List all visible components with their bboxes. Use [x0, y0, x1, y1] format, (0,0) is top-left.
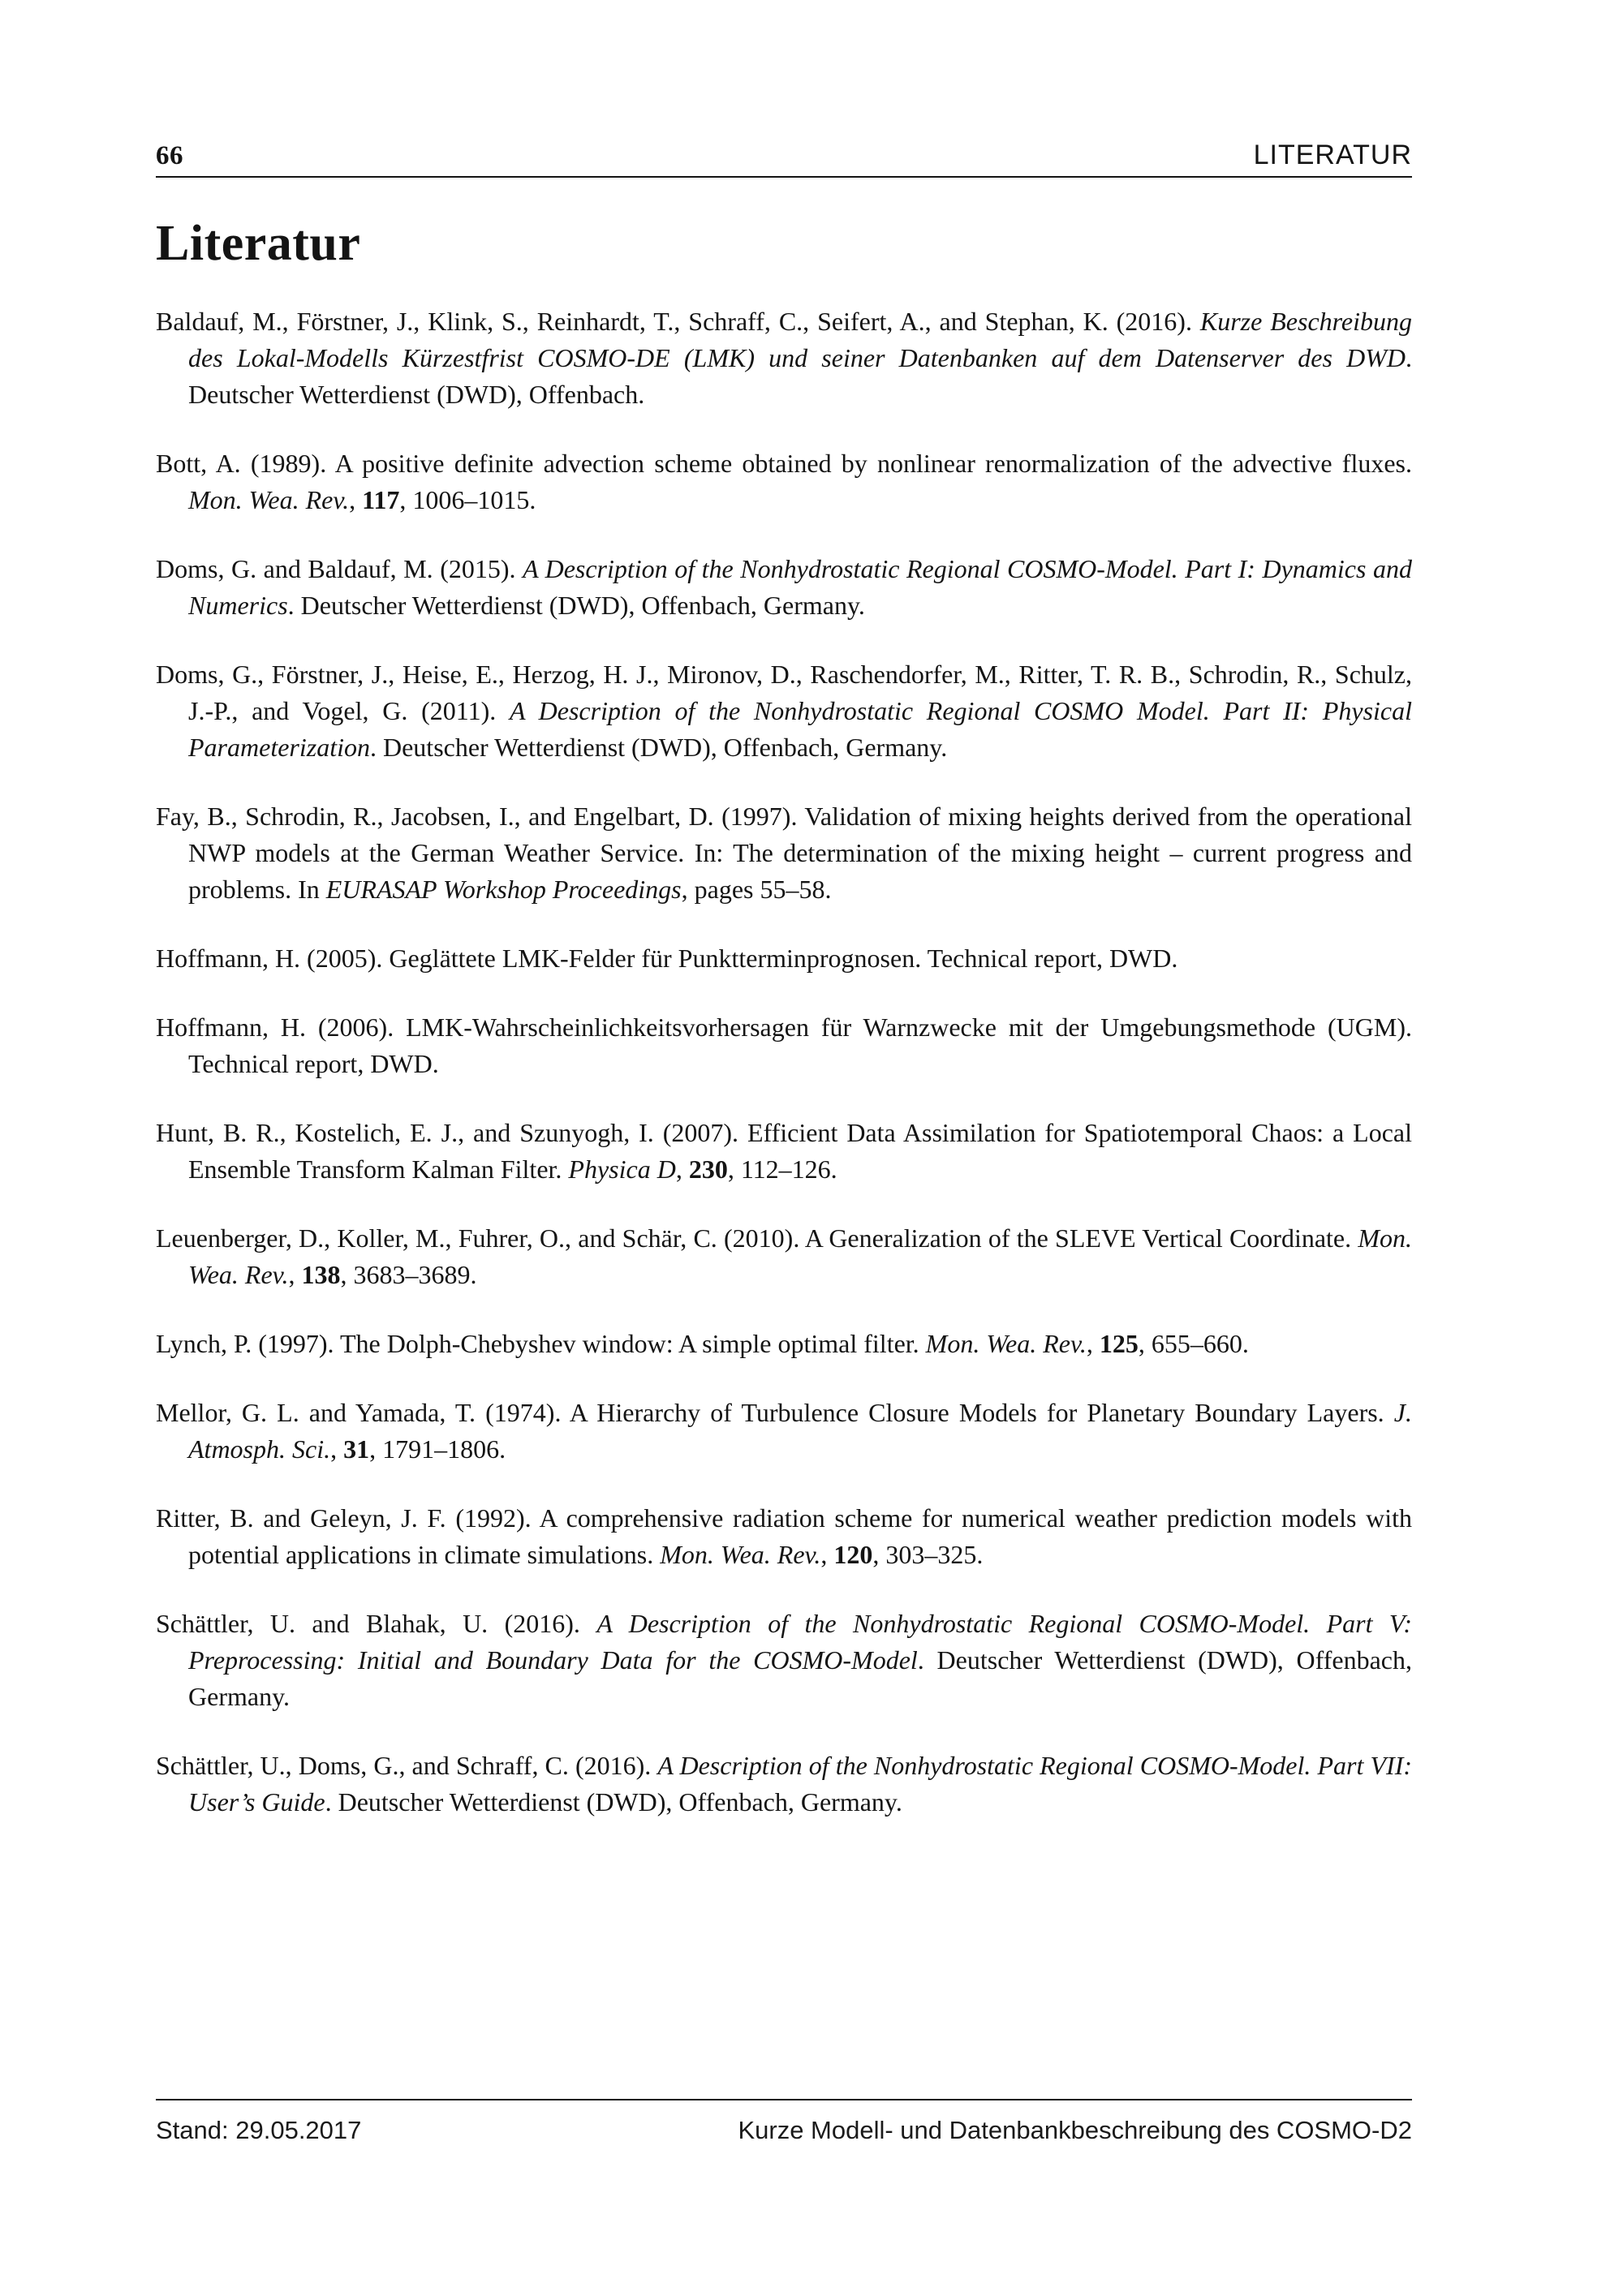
reference-text-segment: A Description of the Nonhydrostatic Regional COSMO-Model. Part I: Dynamics and Numerics [188, 554, 1413, 620]
reference-text-segment: Mon. Wea. Rev. [188, 1223, 1412, 1289]
reference-text-segment: . Deutscher Wetterdienst (DWD), Offenbach, Germany. [325, 1787, 902, 1817]
reference-text-segment: Schättler, U., Doms, G., and Schraff, C. (2016). [156, 1751, 658, 1780]
reference-text-segment: 125 [1099, 1329, 1139, 1358]
reference-text-segment: Mon. Wea. Rev. [188, 485, 350, 514]
reference-text-segment: 138 [301, 1260, 341, 1289]
reference-text-segment: , 1006–1015. [399, 485, 536, 514]
reference-text-segment: . Deutscher Wetterdienst (DWD), Offenbach, Germany. [369, 733, 948, 762]
reference-entry [156, 303, 1412, 413]
reference-entry [156, 1326, 1412, 1362]
reference-text-segment: , [1086, 1329, 1100, 1358]
reference-text-segment: , [675, 1154, 689, 1184]
reference-text-segment: Ritter, B. and Geleyn, J. F. (1992). A comprehensive radiation scheme for numerical weather prediction models with potential applications in climate simulations. [156, 1503, 1412, 1569]
reference-text-segment: , [349, 485, 363, 514]
reference-text-segment: , 655–660. [1138, 1329, 1249, 1358]
reference-text-segment: Hoffmann, H. (2006). LMK-Wahrscheinlichkeitsvorhersagen für Warnzwecke mit der Umgebungsmethode (UGM). Technical report, DWD. [156, 1013, 1412, 1078]
footer-rule [156, 2099, 1412, 2100]
reference-entry [156, 1500, 1412, 1573]
reference-entry [156, 1115, 1412, 1188]
reference-entry [156, 940, 1412, 977]
running-head: LITERATUR [1253, 140, 1412, 170]
reference-text-segment: , pages 55–58. [681, 875, 832, 904]
reference-text-segment: . Deutscher Wetterdienst (DWD), Offenbach, Germany. [287, 591, 865, 620]
reference-text-segment: , 303–325. [872, 1540, 984, 1569]
reference-text-segment: 230 [688, 1154, 728, 1184]
reference-text-segment: Lynch, P. (1997). The Dolph-Chebyshev window: A simple optimal filter. [156, 1329, 926, 1358]
reference-text-segment: A Description of the Nonhydrostatic Regional COSMO Model. Part II: Physical Parameterization [188, 696, 1412, 762]
reference-text-segment: , [330, 1434, 344, 1464]
footer-date: Stand: 29.05.2017 [156, 2116, 362, 2144]
reference-entry [156, 1606, 1412, 1715]
reference-text-segment: 31 [343, 1434, 370, 1464]
page-header [156, 140, 1412, 171]
reference-text-segment: Mon. Wea. Rev. [925, 1329, 1087, 1358]
reference-text-segment: 117 [362, 485, 400, 514]
reference-text-segment: Hoffmann, H. (2005). Geglättete LMK-Felder für Punktterminprognosen. Technical report, DWD. [156, 944, 1178, 973]
reference-text-segment: , [288, 1260, 302, 1289]
reference-list [156, 303, 1412, 1853]
reference-text-segment: A Description of the Nonhydrostatic Regional COSMO-Model. Part V: Preprocessing: Initial and Boundary Data for the COSMO-Model [188, 1609, 1413, 1675]
reference-entry [156, 656, 1412, 766]
reference-text-segment: 120 [833, 1540, 873, 1569]
reference-entry [156, 1009, 1412, 1082]
reference-text-segment: Mon. Wea. Rev. [660, 1540, 821, 1569]
reference-entry [156, 445, 1412, 518]
reference-entry [156, 551, 1412, 624]
reference-text-segment: Fay, B., Schrodin, R., Jacobsen, I., and Engelbart, D. (1997). Validation of mixing heights derived from the operational NWP models at the German Weather Service. In: The determination of the mixing height – current progress and problems. In [156, 802, 1412, 904]
reference-text-segment: , 112–126. [727, 1154, 837, 1184]
reference-text-segment: Bott, A. (1989). A positive definite advection scheme obtained by nonlinear renormalization of the advective fluxes. [156, 449, 1412, 478]
reference-text-segment: Schättler, U. and Blahak, U. (2016). [156, 1609, 597, 1638]
reference-entry [156, 1748, 1412, 1821]
page-title: Literatur [156, 216, 361, 271]
reference-entry [156, 798, 1412, 908]
reference-text-segment: Doms, G. and Baldauf, M. (2015). [156, 554, 523, 583]
reference-text-segment: Leuenberger, D., Koller, M., Fuhrer, O., and Schär, C. (2010). A Generalization of the SLEVE Vertical Coordinate. [156, 1223, 1358, 1253]
footer-doc-title: Kurze Modell- und Datenbankbeschreibung des COSMO-D2 [738, 2116, 1412, 2144]
reference-text-segment: . Deutscher Wetterdienst (DWD), Offenbach. [188, 343, 1412, 409]
reference-text-segment: Kurze Beschreibung des Lokal-Modells Kürzestfrist COSMO-DE (LMK) und seiner Datenbanken auf dem Datenserver des DWD [188, 307, 1413, 372]
reference-text-segment: . Deutscher Wetterdienst (DWD), Offenbach, Germany. [188, 1645, 1413, 1711]
reference-text-segment: , [820, 1540, 834, 1569]
reference-entry [156, 1395, 1412, 1468]
reference-text-segment: , 1791–1806. [369, 1434, 506, 1464]
reference-text-segment: Physica D [568, 1154, 676, 1184]
reference-text-segment: , 3683–3689. [340, 1260, 477, 1289]
header-rule [156, 176, 1412, 178]
reference-text-segment: Baldauf, M., Förstner, J., Klink, S., Reinhardt, T., Schraff, C., Seifert, A., and Stephan, K. (2016). [156, 307, 1200, 336]
page-number: 66 [156, 141, 183, 170]
reference-entry [156, 1220, 1412, 1293]
reference-text-segment: A Description of the Nonhydrostatic Regional COSMO-Model. Part VII: User’s Guide [188, 1751, 1413, 1817]
reference-text-segment: J. Atmosph. Sci. [188, 1398, 1412, 1464]
reference-text-segment: Mellor, G. L. and Yamada, T. (1974). A Hierarchy of Turbulence Closure Models for Planetary Boundary Layers. [156, 1398, 1394, 1427]
page-footer [156, 2116, 1412, 2145]
reference-text-segment: EURASAP Workshop Proceedings [325, 875, 682, 904]
reference-text-segment: Hunt, B. R., Kostelich, E. J., and Szunyogh, I. (2007). Efficient Data Assimilation for Spatiotemporal Chaos: a Local Ensemble Transform Kalman Filter. [156, 1118, 1412, 1184]
reference-text-segment: Doms, G., Förstner, J., Heise, E., Herzog, H. J., Mironov, D., Raschendorfer, M., Ritter, T. R. B., Schrodin, R., Schulz, J.-P., and Vogel, G. (2011). [156, 660, 1412, 725]
